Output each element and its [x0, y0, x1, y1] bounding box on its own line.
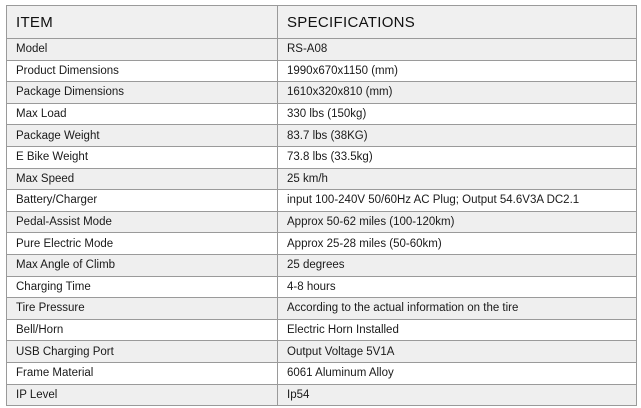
table-row: [7, 211, 637, 233]
item-cell: Battery/Charger: [7, 190, 278, 212]
value-cell: 330 lbs (150kg): [278, 103, 637, 125]
table-row: [7, 298, 637, 320]
item-cell: Model: [7, 39, 278, 61]
value-cell: input 100-240V 50/60Hz AC Plug; Output 54.6V3A DC2.1: [278, 190, 637, 212]
value-cell: Output Voltage 5V1A: [278, 341, 637, 363]
value-cell: 73.8 lbs (33.5kg): [278, 146, 637, 168]
table-row: [7, 103, 637, 125]
table-row: [7, 190, 637, 212]
item-cell: Package Dimensions: [7, 82, 278, 104]
table-row: [7, 60, 637, 82]
table-row: [7, 362, 637, 384]
item-cell: IP Level: [7, 384, 278, 406]
table-row: [7, 39, 637, 61]
item-cell: Bell/Horn: [7, 319, 278, 341]
value-cell: Approx 50-62 miles (100-120km): [278, 211, 637, 233]
table-row: [7, 276, 637, 298]
value-cell: 25 km/h: [278, 168, 637, 190]
value-cell: 6061 Aluminum Alloy: [278, 362, 637, 384]
table-body: [7, 39, 637, 406]
table-row: [7, 254, 637, 276]
item-cell: Max Angle of Climb: [7, 254, 278, 276]
table-header: [7, 6, 637, 39]
item-cell: Frame Material: [7, 362, 278, 384]
table-row: [7, 125, 637, 147]
value-cell: 1610x320x810 (mm): [278, 82, 637, 104]
value-cell: 1990x670x1150 (mm): [278, 60, 637, 82]
table-row: [7, 341, 637, 363]
value-cell: Approx 25-28 miles (50-60km): [278, 233, 637, 255]
item-cell: USB Charging Port: [7, 341, 278, 363]
item-cell: Max Speed: [7, 168, 278, 190]
value-cell: According to the actual information on the tire: [278, 298, 637, 320]
value-cell: Electric Horn Installed: [278, 319, 637, 341]
header-specifications: SPECIFICATIONS: [278, 6, 637, 39]
table-row: [7, 319, 637, 341]
table-row: [7, 82, 637, 104]
item-cell: Tire Pressure: [7, 298, 278, 320]
item-cell: Charging Time: [7, 276, 278, 298]
header-row: [7, 6, 637, 39]
value-cell: Ip54: [278, 384, 637, 406]
item-cell: Max Load: [7, 103, 278, 125]
table-row: [7, 146, 637, 168]
specifications-table: [6, 5, 637, 406]
item-cell: Pure Electric Mode: [7, 233, 278, 255]
header-item: ITEM: [7, 6, 278, 39]
value-cell: RS-A08: [278, 39, 637, 61]
item-cell: E Bike Weight: [7, 146, 278, 168]
table-row: [7, 384, 637, 406]
value-cell: 4-8 hours: [278, 276, 637, 298]
item-cell: Product Dimensions: [7, 60, 278, 82]
value-cell: 83.7 lbs (38KG): [278, 125, 637, 147]
table-row: [7, 168, 637, 190]
value-cell: 25 degrees: [278, 254, 637, 276]
item-cell: Package Weight: [7, 125, 278, 147]
table-row: [7, 233, 637, 255]
item-cell: Pedal-Assist Mode: [7, 211, 278, 233]
